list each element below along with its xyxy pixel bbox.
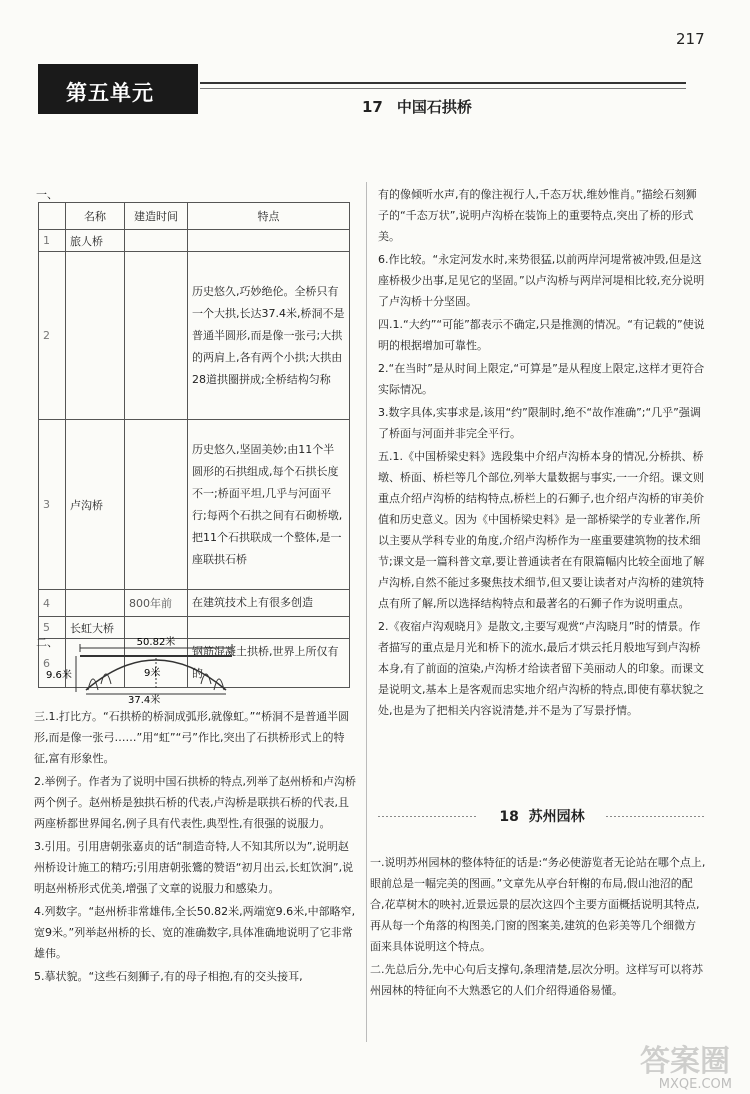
row-number: 1 xyxy=(39,230,66,252)
row-number: 4 xyxy=(39,590,66,617)
build-time xyxy=(125,420,188,590)
answer-paragraph: 四.1.“大约”“可能”都表示不确定,只是推测的情况。“有记载的”使说明的根据增加可靠性。 xyxy=(378,318,705,352)
bridge-feature: 历史悠久,坚固美妙;由11个半圆形的石拱组成,每个石拱长度不一;桥面平坦,几乎与河面平行;每两个石拱之间有石砌桥墩,把11个石拱联成一个整体,是一座联拱石桥 xyxy=(188,420,350,590)
bridge-diagram xyxy=(46,634,246,704)
watermark-url: MXQE.COM xyxy=(658,1077,732,1092)
lesson-17-number: 17 xyxy=(362,98,383,116)
answer-paragraph: 5.摹状貌。“这些石刻狮子,有的母子相抱,有的交头接耳, xyxy=(34,970,303,983)
lesson-18-number: 18 xyxy=(499,809,519,825)
answer-paragraph: 2.“在当时”是从时间上限定,“可算是”是从程度上限定,这样才更符合实际情况。 xyxy=(378,362,705,396)
watermark-logo: 答案圈 xyxy=(640,1044,730,1079)
answer-paragraph: 3.数字具体,实事求是,该用“约”限制时,绝不“故作准确”;“几乎”强调了桥面与河面并非完全平行。 xyxy=(378,406,701,440)
header-rule xyxy=(200,82,686,84)
table-header-row xyxy=(39,203,350,230)
bridge-name: 长虹大桥 xyxy=(66,617,125,639)
answer-paragraph: 3.引用。引用唐朝张嘉贞的话“制造奇特,人不知其所以为”,说明赵州桥设计施工的精巧;引用唐朝张鷟的赞语“初月出云,长虹饮涧”,说明赵州桥形式优美,增强了文章的说服力和感染力。 xyxy=(34,840,354,895)
title-dot-rule xyxy=(378,816,478,817)
row-number: 3 xyxy=(39,420,66,590)
height-label: 9.6米 xyxy=(46,670,72,681)
title-dot-rule xyxy=(606,816,706,817)
answer-paragraph: 6.作比较。“永定河发水时,来势很猛,以前两岸河堤常被冲毁,但是这座桥极少出事,足见它的坚固。”以卢沟桥与两岸河堤相比较,充分说明了卢沟桥十分坚固。 xyxy=(378,253,705,308)
table-row xyxy=(39,590,350,617)
span-label: 50.82米 xyxy=(136,637,176,648)
bridge-feature xyxy=(188,230,350,252)
table-header-cell: 名称 xyxy=(66,203,125,230)
table-header-cell xyxy=(39,203,66,230)
unit-badge xyxy=(38,64,198,114)
bridge-feature: 在建筑技术上有很多创造 xyxy=(188,590,350,617)
bridge-name: 卢沟桥 xyxy=(66,420,125,590)
answer-paragraph: 二.先总后分,先中心句后支撑句,条理清楚,层次分明。这样写可以将苏州园林的特征向不大熟悉它的人们介绍得通俗易懂。 xyxy=(370,963,703,997)
row-number: 6 xyxy=(39,639,66,688)
lesson-18-answers xyxy=(370,852,706,1001)
bridge-name xyxy=(66,590,125,617)
right-answer-block xyxy=(378,184,706,721)
answer-paragraph: 三.1.打比方。“石拱桥的桥洞成弧形,就像虹。”“桥洞不是普通半圆形,而是像一张弓……”用“虹”“弓”作比,突出了石拱桥形式上的特征,富有形象性。 xyxy=(34,710,350,765)
lesson-18-title xyxy=(478,806,606,826)
arch-width-label: 37.4米 xyxy=(128,695,161,704)
column-divider xyxy=(366,182,367,1042)
answer-paragraph: 有的像倾听水声,有的像注视行人,千态万状,维妙惟肖。”描绘石刻狮子的“千态万状”,说明卢沟桥在装饰上的重要特点,突出了桥的形式美。 xyxy=(378,188,697,243)
build-time xyxy=(125,252,188,420)
answer-paragraph: 一.说明苏州园林的整体特征的话是:“务必使游览者无论站在哪个点上,眼前总是一幅完美的图画。”文章先从亭台轩榭的布局,假山池沼的配合,花草树木的映衬,近景远景的层次这四个主要方面概括说明其特点,再从每一个角落的构图美,门窗的图案美,建筑的色彩美等几个细微方面来具体说明这个特点。 xyxy=(370,856,706,953)
left-answer-block xyxy=(34,706,356,987)
bridge-table xyxy=(38,202,350,688)
bridge-feature: 钢筋混凝土拱桥,世界上所仅有的 xyxy=(188,639,350,688)
answer-paragraph: 2.举例子。作者为了说明中国石拱桥的特点,列举了赵州桥和卢沟桥两个例子。赵州桥是独拱石桥的代表,卢沟桥是联拱石桥的代表,且两座桥都世界闻名,例子具有代表性,典型性,有很强的说服力。 xyxy=(34,775,356,830)
section-1-mark: 一、 xyxy=(36,188,58,201)
table-header-cell: 建造时间 xyxy=(125,203,188,230)
table-row xyxy=(39,420,350,590)
answer-paragraph: 五.1.《中国桥梁史料》选段集中介绍卢沟桥本身的情况,分桥拱、桥墩、桥面、桥栏等几个部位,列举大量数据与事实,一一介绍。课文则重点介绍卢沟桥的结构特点,桥栏上的石狮子,也介绍卢沟桥的审美价值和历史意义。因为《中国桥梁史料》是一部桥梁学的专业著作,所以主要从学科专业的角度,介绍卢沟桥作为一座重要建筑物的技术细节;课文是一篇科普文章,要让普通读者在有限篇幅内比较全面地了解卢沟桥,自然不能过多聚焦技术细节,但又要让读者对卢沟桥的建筑特点有所了解,所以选择结构特点和最著名的石狮子作为说明重点。 xyxy=(378,450,705,610)
arch-height-label: 9米 xyxy=(144,668,161,679)
section-2-mark: 二、 xyxy=(36,636,58,649)
answer-paragraph: 4.列数字。“赵州桥非常雄伟,全长50.82米,两端宽9.6米,中部略窄,宽9米。”列举赵州桥的长、宽的准确数字,具体准确地说明了它非常雄伟。 xyxy=(34,905,356,960)
lesson-18-name: 苏州园林 xyxy=(528,809,585,825)
lesson-17-name: 中国石拱桥 xyxy=(396,98,472,116)
row-number: 5 xyxy=(39,617,66,639)
unit-label: 第五单元 xyxy=(66,81,154,105)
bridge-name: 旅人桥 xyxy=(66,230,125,252)
lesson-17-title xyxy=(362,96,472,117)
row-number: 2 xyxy=(39,252,66,420)
build-time: 800年前 xyxy=(125,590,188,617)
bridge-name xyxy=(66,252,125,420)
build-time xyxy=(125,230,188,252)
table-row xyxy=(39,230,350,252)
page-number: 217 xyxy=(676,30,705,48)
bridge-feature: 历史悠久,巧妙绝伦。全桥只有一个大拱,长达37.4米,桥洞不是普通半圆形,而是像一张弓;大拱的两肩上,各有两个小拱;大拱由28道拱圈拼成;全桥结构匀称 xyxy=(188,252,350,420)
answer-paragraph: 2.《夜宿卢沟观晓月》是散文,主要写观赏“卢沟晓月”时的情景。作者描写的重点是月光和桥下的流水,最后才烘云托月般地写到卢沟桥本身,有了前面的渲染,卢沟桥才给读者留下美丽动人的印象。而课文是说明文,基本上是客观而忠实地介绍卢沟桥的特点,即使有摹状貌之处,也是为了把相关内容说清楚,并不是为了写景抒情。 xyxy=(378,620,704,717)
table-row xyxy=(39,252,350,420)
table-header-cell: 特点 xyxy=(188,203,350,230)
header-rule-thin xyxy=(200,88,686,89)
